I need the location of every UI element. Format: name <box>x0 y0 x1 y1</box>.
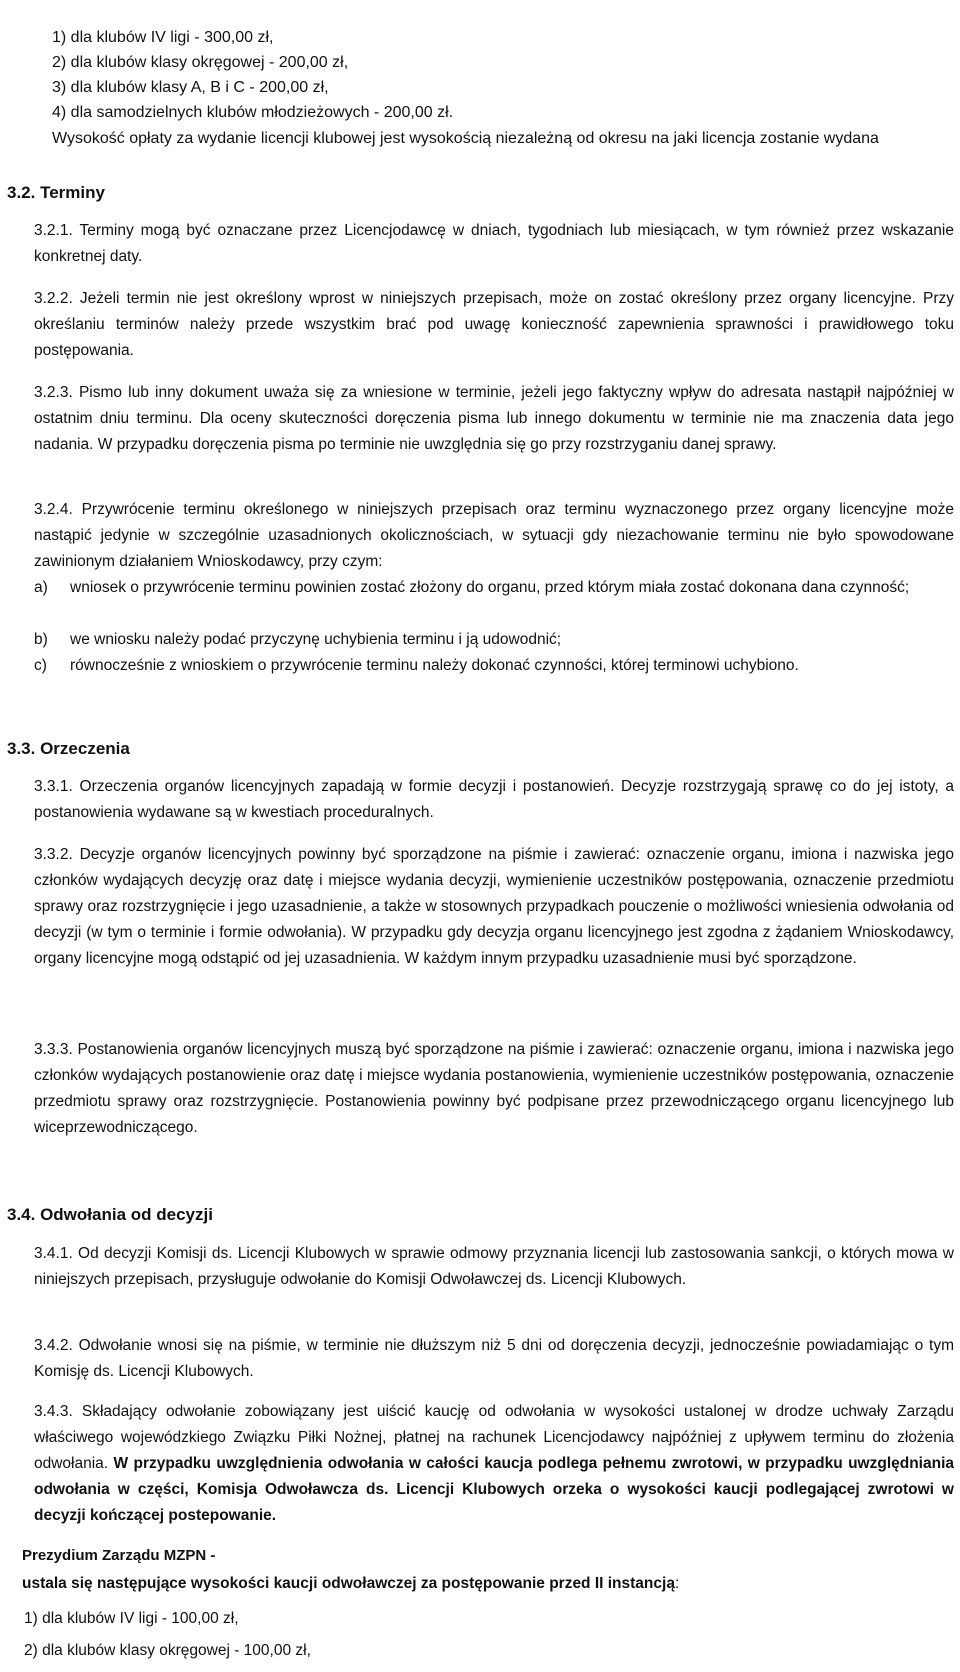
section-heading-3-4: 3.4. Odwołania od decyzji <box>7 1205 213 1224</box>
section-heading-3-3: 3.3. Orzeczenia <box>7 739 130 758</box>
intro-note: Wysokość opłaty za wydanie licencji klubowej jest wysokością niezależną od okresu na jaki licencja zostanie wydana <box>52 130 879 147</box>
paragraph-3-3-1: 3.3.1. Orzeczenia organów licencyjnych zapadają w formie decyzji i postanowień. Decyzje rozstrzygają sprawę co do jej istoty, a postanowienia wydawane są w kwestiach proceduralnych. <box>34 778 954 821</box>
list-item-b <box>34 627 954 653</box>
section-heading-3-2: 3.2. Terminy <box>7 183 105 202</box>
list-item-label: c) <box>34 657 47 674</box>
presidium-list-item: 1) dla klubów IV ligi - 100,00 zł, <box>24 1610 239 1627</box>
list-item-label: b) <box>34 631 48 648</box>
paragraph-3-4-2: 3.4.2. Odwołanie wnosi się na piśmie, w terminie nie dłuższym niż 5 dni od doręczenia decyzji, jednocześnie powiadamiając o tym Komisję ds. Licencji Klubowych. <box>34 1337 954 1380</box>
intro-list-item: 4) dla samodzielnych klubów młodzieżowych - 200,00 zł. <box>52 104 454 121</box>
list-item-a <box>34 575 954 601</box>
paragraph-3-4-1: 3.4.1. Od decyzji Komisji ds. Licencji Klubowych w sprawie odmowy przyznania licencji lub zastosowania sankcji, o których mowa w niniejszych przepisach, przysługuje odwołanie do Komisji Odwoławczej ds. Licencji Klubowych. <box>34 1245 954 1288</box>
paragraph-3-2-1: 3.2.1. Terminy mogą być oznaczane przez Licencjodawcę w dniach, tygodniach lub miesiącach, w tym również przez wskazanie konkretnej daty. <box>34 222 954 265</box>
presidium-list-item: 2) dla klubów klasy okręgowej - 100,00 zł, <box>24 1642 311 1659</box>
paragraph-3-3-3: 3.3.3. Postanowienia organów licencyjnych muszą być sporządzone na piśmie i zawierać: oznaczenie organu, imiona i nazwiska jego członków wydających postanowienie oraz datę i miejsce wydania postanowienia, wymienienie uczestników postępowania, oznaczenie przedmiotu sprawy oraz rozstrzygnięcie. Postanowienia powinny być podpisane przez przewodniczącego organu licencyjnego lub wiceprzewodniczącego. <box>34 1041 954 1136</box>
list-item-text: równocześnie z wnioskiem o przywrócenie terminu należy dokonać czynności, której terminowi uchybiono. <box>70 657 799 674</box>
list-item-c <box>34 653 954 679</box>
presidium-subtitle-text: ustala się następujące wysokości kaucji odwoławczej za postępowanie przed II instancją <box>22 1575 675 1592</box>
presidium-title: Prezydium Zarządu MZPN - <box>22 1547 216 1564</box>
list-item-text: wniosek o przywrócenie terminu powinien zostać złożony do organu, przed którym miała zostać dokonana dana czynność; <box>70 579 910 596</box>
intro-list-item: 3) dla klubów klasy A, B i C - 200,00 zł, <box>52 79 329 96</box>
paragraph-3-4-3 <box>34 1399 954 1529</box>
presidium-subtitle <box>22 1574 679 1594</box>
list-item-text: we wniosku należy podać przyczynę uchybienia terminu i ją udowodnić; <box>70 631 562 648</box>
paragraph-3-2-2: 3.2.2. Jeżeli termin nie jest określony wprost w niniejszych przepisach, może on zostać określony przez organy licencyjne. Przy określaniu terminów należy przede wszystkim brać pod uwagę konieczność zapewnienia sprawności i prawidłowego toku postępowania. <box>34 290 954 359</box>
paragraph-3-4-3-bold-text: W przypadku uwzględnienia odwołania w całości kaucja podlega pełnemu zwrotowi, w przypadku uwzględniania odwołania w części, Komisja Odwoławcza ds. Licencji Klubowych orzeka o wysokości kaucji podlegającej zwrotowi w decyzji kończącej postepowanie. <box>34 1455 954 1524</box>
presidium-subtitle-colon: : <box>674 1575 680 1592</box>
paragraph-3-2-4: 3.2.4. Przywrócenie terminu określonego w niniejszych przepisach oraz terminu wyznaczonego przez organy licencyjne może nastąpić jedynie w szczególnie uzasadnionych okolicznościach, w sytuacji gdy niezachowanie terminu nie było spowodowane zawinionym działaniem Wnioskodawcy, przy czym: <box>34 501 954 570</box>
intro-list-item: 2) dla klubów klasy okręgowej - 200,00 zł, <box>52 54 349 71</box>
intro-list-item: 1) dla klubów IV ligi - 300,00 zł, <box>52 29 274 46</box>
paragraph-3-4-3-text: 3.4.3. Składający odwołanie zobowiązany jest uiścić kaucję od odwołania w wysokości ustalonej w drodze uchwały Zarządu właściwego wojewódzkiego Związku Piłki Nożnej, płatnej na rachunek Licencjodawcy najpóźniej z upływem terminu do złożenia odwołania. <box>34 1403 954 1472</box>
paragraph-3-2-3: 3.2.3. Pismo lub inny dokument uważa się za wniesione w terminie, jeżeli jego faktyczny wpływ do adresata nastąpił najpóźniej w ostatnim dniu terminu. Dla oceny skuteczności doręczenia pisma lub innego dokumentu w terminie nie ma znaczenia data jego nadania. W przypadku doręczenia pisma po terminie nie uwzględnia się go przy rozstrzyganiu danej sprawy. <box>34 384 954 453</box>
list-item-label: a) <box>34 579 48 596</box>
paragraph-3-3-2: 3.3.2. Decyzje organów licencyjnych powinny być sporządzone na piśmie i zawierać: oznaczenie organu, imiona i nazwiska jego członków wydających decyzję oraz datę i miejsce wydania decyzji, wymienienie uczestników postępowania, oznaczenie przedmiotu sprawy oraz rozstrzygnięcie i jego uzasadnienie, a także w stosownych przypadkach pouczenie o możliwości wniesienia odwołania od decyzji (w tym o terminie i formie odwołania). W przypadku gdy decyzja organu licencyjnego jest zgodna z żądaniem Wnioskodawcy, organy licencyjne mogą odstąpić od jej uzasadnienia. W każdym innym przypadku uzasadnienie musi być sporządzone. <box>34 846 954 967</box>
